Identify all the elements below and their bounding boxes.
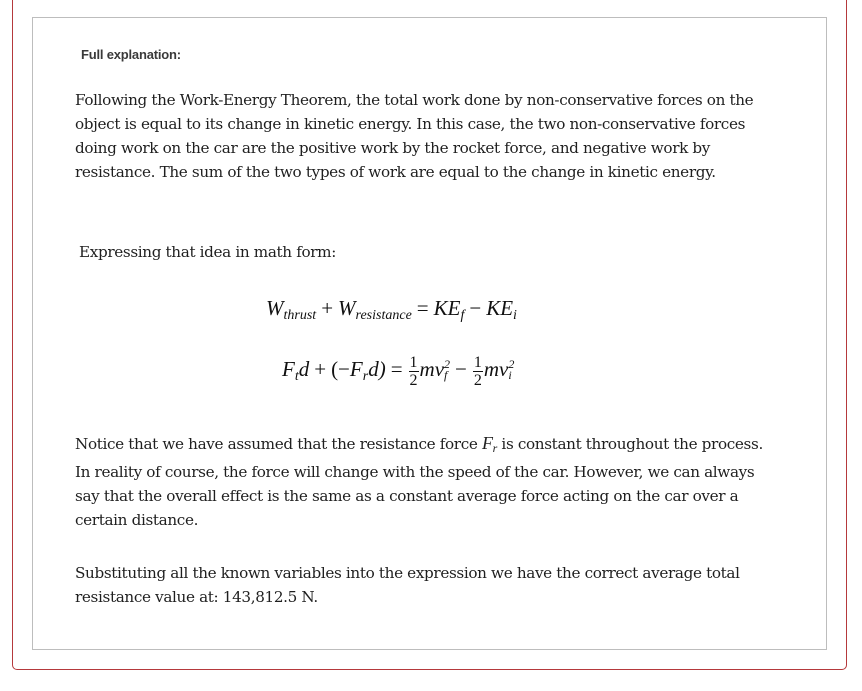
- explanation-heading: Full explanation:: [81, 47, 181, 62]
- eq1-equals: =: [416, 296, 429, 320]
- equation-work-energy: [266, 296, 517, 324]
- paragraph-work-energy: Following the Work-Energy Theorem, the total work done by non-conservative forces on the object is equal to its change in kinetic energy. In this case, the two non-conservative forces doing work on the car are the positive work by the rocket force, and negative work by resistance. The sum of the two types of work are equal to the change in kinetic energy.: [75, 91, 754, 181]
- eq1-plus: +: [321, 296, 334, 320]
- eq2-plus: +: [314, 357, 327, 382]
- eq1-minus: −: [469, 296, 482, 320]
- eq2-final-ke: mv 2 f: [419, 357, 451, 383]
- eq2-resistance-term: $(-F_rd)$: [331, 357, 386, 385]
- eq2-initial-ke: mv 2 i: [483, 357, 515, 383]
- eq1-ke-final: $KE_f$: [433, 296, 465, 323]
- eq2-minus: −: [455, 357, 467, 382]
- inline-math-fr: $F_r$: [481, 433, 497, 455]
- eq2-half-fraction-1: $\frac{1}{2}$: [409, 354, 418, 389]
- paragraph-resistance-assumption: Notice that we have assumed that the resistance force $F_r$ is constant throughout the process. In reality of course, the force will change with the speed of the car. However, we can always say that the overall effect is the same as a constant average force acting on the car over a certain distance.: [75, 433, 763, 529]
- eq1-ke-initial: $KE_i$: [486, 296, 517, 323]
- eq2-thrust-term: $F_td$: [282, 357, 310, 385]
- paragraph-result: Substituting all the known variables into the expression we have the correct average total resistance value at: 143,812.5 N.: [75, 564, 740, 606]
- eq1-w-thrust: $W_{thrust}$: [266, 296, 317, 323]
- eq2-equals: =: [390, 357, 403, 382]
- eq1-w-resistance: $W_{resistance}$: [338, 296, 412, 323]
- paragraph-math-intro: Expressing that idea in math form:: [79, 243, 336, 261]
- equation-force-distance: [282, 354, 514, 389]
- eq2-half-fraction-2: $\frac{1}{2}$: [473, 354, 482, 389]
